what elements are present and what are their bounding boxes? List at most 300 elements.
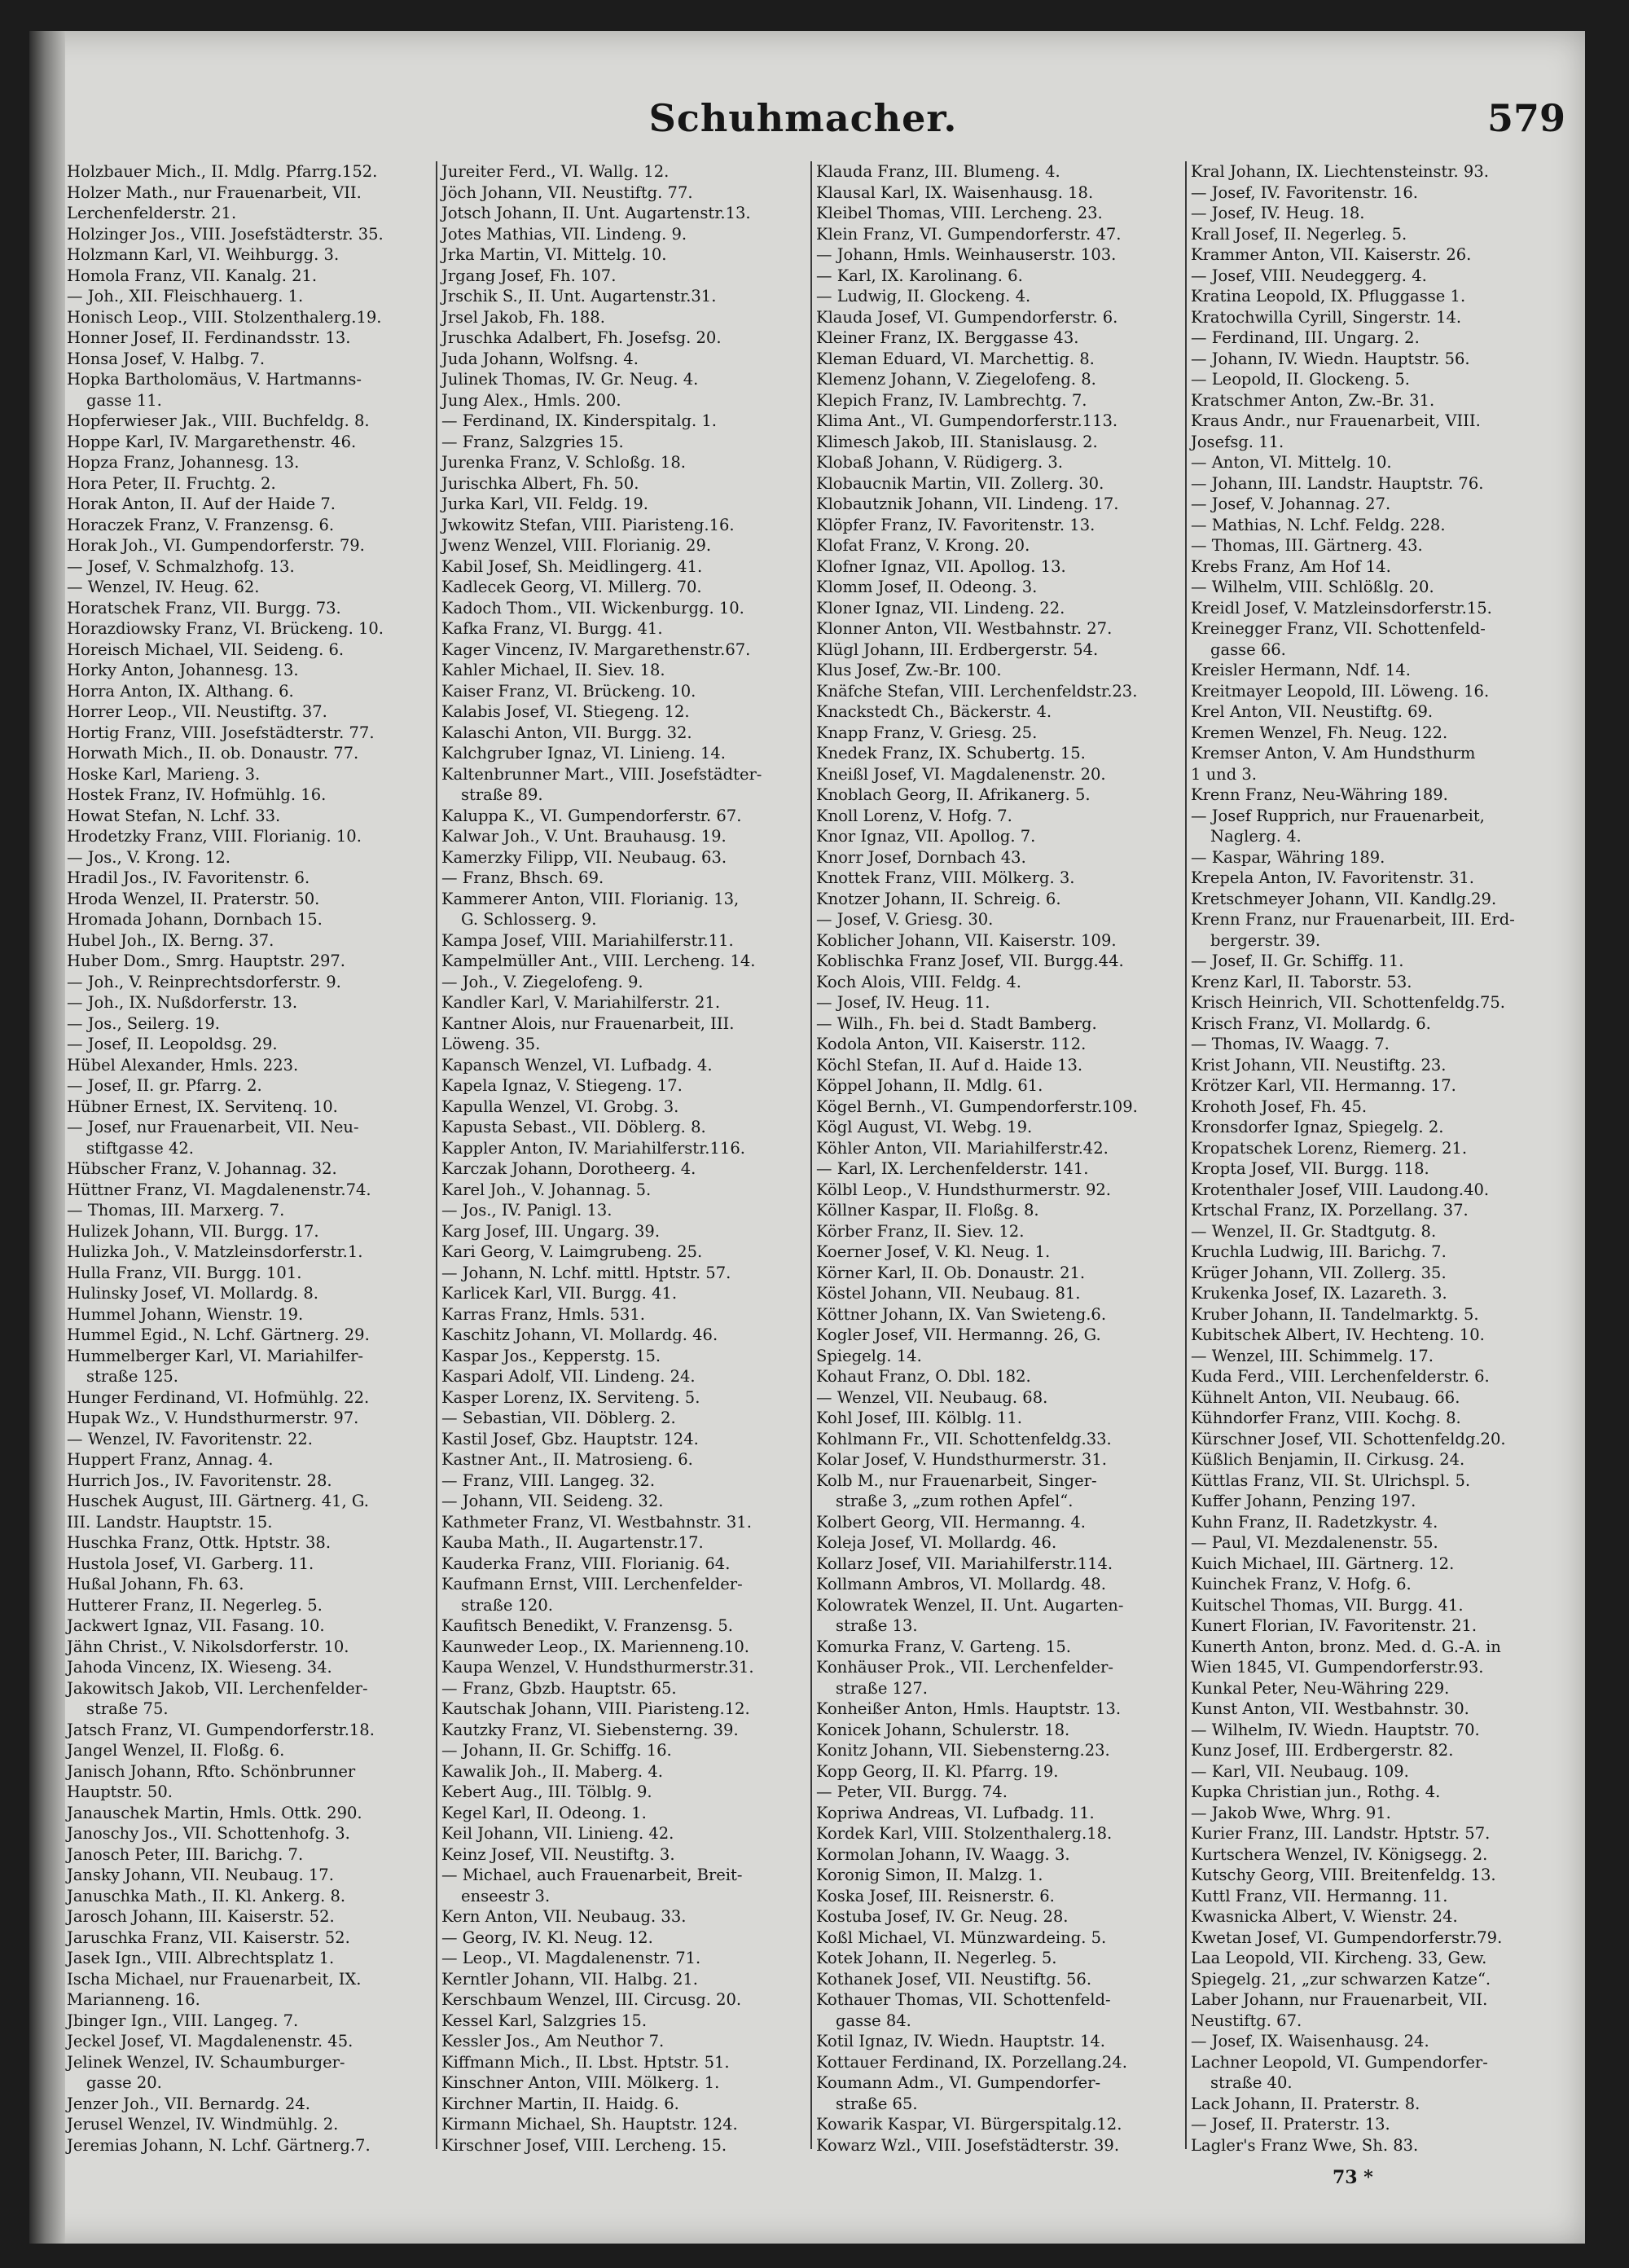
- directory-entry: Kraus Andr., nur Frauenarbeit, VIII.: [1191, 411, 1481, 430]
- directory-entry: Kaspari Adolf, VII. Lindeng. 24.: [441, 1367, 696, 1386]
- directory-entry: Horra Anton, IX. Althang. 6.: [67, 681, 294, 701]
- directory-entry: Kari Georg, V. Laimgrubeng. 25.: [441, 1242, 703, 1261]
- directory-entry: III. Landstr. Hauptstr. 15.: [67, 1512, 273, 1532]
- directory-entry: Kratschmer Anton, Zw.-Br. 31.: [1191, 390, 1435, 410]
- directory-entry: Klofat Franz, V. Krong. 20.: [816, 536, 1030, 555]
- directory-entry: Kohaut Franz, O. Dbl. 182.: [816, 1367, 1031, 1386]
- directory-entry: Kopp Georg, II. Kl. Pfarrg. 19.: [816, 1761, 1059, 1781]
- directory-entry: Kottauer Ferdinand, IX. Porzellang.24.: [816, 2052, 1127, 2072]
- directory-entry: Krohoth Josef, Fh. 45.: [1191, 1097, 1368, 1116]
- directory-entry: Köppel Johann, II. Mdlg. 61.: [816, 1076, 1043, 1095]
- directory-entry: Kager Vincenz, IV. Margarethenstr.67.: [441, 640, 751, 659]
- directory-entry: Neustiftg. 67.: [1191, 2011, 1302, 2030]
- directory-entry: Kampa Josef, VIII. Mariahilferstr.11.: [441, 930, 734, 950]
- directory-entry: Kasper Lorenz, IX. Serviteng. 5.: [441, 1387, 700, 1407]
- directory-entry: Naglerg. 4.: [1210, 827, 1302, 846]
- directory-entry: Holzbauer Mich., II. Mdlg. Pfarrg.152.: [67, 162, 378, 181]
- directory-entry: Knackstedt Ch., Bäckerstr. 4.: [816, 702, 1052, 721]
- directory-entry: — Joh., IX. Nußdorferstr. 13.: [67, 993, 298, 1012]
- directory-entry: Kawalik Joh., II. Maberg. 4.: [441, 1761, 663, 1781]
- directory-entry: Horak Joh., VI. Gumpendorferstr. 79.: [67, 536, 365, 555]
- directory-entry: Kauba Math., II. Augartenstr.17.: [441, 1533, 704, 1552]
- directory-entry: Howat Stefan, N. Lchf. 33.: [67, 806, 281, 825]
- directory-entry: Horrer Leop., VII. Neustiftg. 37.: [67, 702, 327, 721]
- directory-entry: straße 3, „zum rothen Apfel“.: [836, 1492, 1074, 1510]
- directory-entry: Kastil Josef, Gbz. Hauptstr. 124.: [441, 1429, 699, 1448]
- directory-entry: Krisch Franz, VI. Mollardg. 6.: [1191, 1013, 1431, 1033]
- directory-entry: Klobaß Johann, V. Rüdigerg. 3.: [816, 453, 1063, 472]
- directory-entry: Kühnelt Anton, VII. Neubaug. 66.: [1191, 1387, 1460, 1407]
- directory-entry: Janauschek Martin, Hmls. Ottk. 290.: [67, 1803, 362, 1822]
- directory-entry: Jotsch Johann, II. Unt. Augartenstr.13.: [441, 204, 751, 222]
- directory-entry: Laber Johann, nur Frauenarbeit, VII.: [1191, 1990, 1488, 2009]
- directory-entry: Kessel Karl, Salzgries 15.: [441, 2011, 648, 2030]
- directory-entry: Klepich Franz, IV. Lambrechtg. 7.: [816, 390, 1087, 410]
- directory-entry: Kretschmeyer Johann, VII. Kandlg.29.: [1191, 889, 1497, 908]
- directory-entry: Kantner Alois, nur Frauenarbeit, III.: [441, 1013, 735, 1033]
- directory-entry: straße 89.: [461, 785, 543, 804]
- directory-entry: bergerstr. 39.: [1210, 930, 1321, 950]
- directory-entry: — Josef, nur Frauenarbeit, VII. Neu-: [67, 1118, 359, 1136]
- directory-entry: — Franz, Salzgries 15.: [441, 432, 624, 451]
- directory-entry: Jwenz Wenzel, VIII. Florianig. 29.: [441, 536, 712, 555]
- directory-entry: Koronig Simon, II. Malzg. 1.: [816, 1866, 1043, 1884]
- directory-entry: Kampelmüller Ant., VIII. Lercheng. 14.: [441, 952, 756, 970]
- directory-entry: Hummel Egid., N. Lchf. Gärtnerg. 29.: [67, 1325, 370, 1344]
- directory-entry: Kropatschek Lorenz, Riemerg. 21.: [1191, 1138, 1468, 1158]
- directory-entry: Kaufmann Ernst, VIII. Lerchenfelder-: [441, 1575, 743, 1593]
- directory-column-4: [1189, 161, 1556, 2157]
- directory-entry: Kordek Karl, VIII. Stolzenthalerg.18.: [816, 1824, 1113, 1843]
- directory-entry: Kaunweder Leop., IX. Marienneng.10.: [441, 1637, 749, 1656]
- directory-entry: Kahler Michael, II. Siev. 18.: [441, 661, 665, 679]
- directory-entry: Kirmann Michael, Sh. Hauptstr. 124.: [441, 2115, 738, 2134]
- directory-entry: Hauptstr. 50.: [67, 1782, 173, 1801]
- directory-entry: Jähn Christ., V. Nikolsdorferstr. 10.: [67, 1637, 349, 1656]
- directory-entry: Kerntler Johann, VII. Halbg. 21.: [441, 1969, 698, 1989]
- directory-entry: Knottek Franz, VIII. Mölkerg. 3.: [816, 868, 1075, 887]
- directory-entry: Krist Johann, VII. Neustiftg. 23.: [1191, 1055, 1447, 1075]
- directory-entry: — Mathias, N. Lchf. Feldg. 228.: [1191, 515, 1446, 534]
- signature-mark: 73 *: [1333, 2167, 1373, 2188]
- directory-entry: Janosch Peter, III. Barichg. 7.: [67, 1844, 304, 1864]
- directory-entry: Kral Johann, IX. Liechtensteinstr. 93.: [1191, 162, 1489, 181]
- directory-entry: Hupak Wz., V. Hundsthurmerstr. 97.: [67, 1409, 359, 1427]
- directory-entry: Huppert Franz, Annag. 4.: [67, 1450, 274, 1469]
- directory-entry: — Ferdinand, III. Ungarg. 2.: [1191, 328, 1420, 347]
- directory-entry: Holzer Math., nur Frauenarbeit, VII.: [67, 182, 362, 202]
- directory-entry: Koleja Josef, VI. Mollardg. 46.: [816, 1533, 1057, 1552]
- directory-entry: Kotek Johann, II. Negerleg. 5.: [816, 1949, 1057, 1967]
- directory-entry: Krötzer Karl, VII. Hermanng. 17.: [1191, 1076, 1456, 1095]
- directory-entry: — Leopold, II. Glockeng. 5.: [1191, 370, 1410, 389]
- directory-entry: Hunger Ferdinand, VI. Hofmühlg. 22.: [67, 1387, 370, 1407]
- directory-entry: Kaiser Franz, VI. Brückeng. 10.: [441, 681, 696, 701]
- directory-entry: Kratochwilla Cyrill, Singerstr. 14.: [1191, 307, 1462, 327]
- directory-entry: Hübel Alexander, Hmls. 223.: [67, 1055, 299, 1075]
- directory-entry: Julinek Thomas, IV. Gr. Neug. 4.: [441, 370, 699, 389]
- column-divider: [810, 161, 812, 2149]
- directory-entry: Huschek August, III. Gärtnerg. 41, G.: [67, 1492, 369, 1510]
- directory-entry: Krukenka Josef, IX. Lazareth. 3.: [1191, 1284, 1447, 1303]
- directory-entry: Löweng. 35.: [441, 1035, 541, 1053]
- directory-entry: Klonner Anton, VII. Westbahnstr. 27.: [816, 619, 1113, 638]
- directory-entry: — Josef, V. Johannag. 27.: [1191, 494, 1391, 513]
- directory-entry: — Franz, VIII. Langeg. 32.: [441, 1470, 656, 1490]
- directory-entry: Hopferwieser Jak., VIII. Buchfeldg. 8.: [67, 411, 370, 430]
- directory-entry: Kunst Anton, VII. Westbahnstr. 30.: [1191, 1699, 1469, 1718]
- directory-entry: Kegel Karl, II. Odeong. 1.: [441, 1803, 647, 1822]
- directory-entry: Kleibel Thomas, VIII. Lercheng. 23.: [816, 204, 1103, 222]
- directory-entry: [814, 2156, 1181, 2157]
- directory-entry: Knoblach Georg, II. Afrikanerg. 5.: [816, 785, 1091, 804]
- directory-entry: Jotes Mathias, VII. Lindeng. 9.: [441, 224, 687, 244]
- directory-entry: Jeremias Johann, N. Lchf. Gärtnerg.7.: [67, 2135, 371, 2155]
- directory-entry: — Georg, IV. Kl. Neug. 12.: [441, 1927, 653, 1947]
- directory-entry: Horazdiowsky Franz, VI. Brückeng. 10.: [67, 619, 384, 638]
- directory-entry: Knäfche Stefan, VIII. Lerchenfeldstr.23.: [816, 681, 1138, 701]
- directory-entry: — Josef, V. Griesg. 30.: [816, 910, 994, 929]
- directory-entry: Laa Leopold, VII. Kircheng. 33, Gew.: [1191, 1949, 1487, 1967]
- directory-entry: Kowarik Kaspar, VI. Bürgerspitalg.12.: [816, 2115, 1122, 2134]
- directory-entry: — Johann, N. Lchf. mittl. Hptstr. 57.: [441, 1263, 731, 1282]
- directory-entry: [1189, 2156, 1556, 2157]
- directory-entry: — Wilhelm, IV. Wiedn. Hauptstr. 70.: [1191, 1720, 1480, 1739]
- directory-entry: Knedek Franz, IX. Schubertg. 15.: [816, 744, 1086, 763]
- directory-entry: Horeisch Michael, VII. Seideng. 6.: [67, 640, 345, 659]
- directory-entry: — Anton, VI. Mittelg. 10.: [1191, 453, 1392, 472]
- directory-entry: — Karl, VII. Neubaug. 109.: [1191, 1761, 1409, 1781]
- directory-entry: Kapela Ignaz, V. Stiegeng. 17.: [441, 1076, 683, 1095]
- directory-entry: Wien 1845, VI. Gumpendorferstr.93.: [1191, 1658, 1484, 1677]
- directory-entry: Kurtschera Wenzel, IV. Königsegg. 2.: [1191, 1844, 1488, 1864]
- directory-entry: Kautschak Johann, VIII. Piaristeng.12.: [441, 1699, 750, 1718]
- directory-entry: Horaczek Franz, V. Franzensg. 6.: [67, 515, 335, 534]
- directory-entry: Hoske Karl, Marieng. 3.: [67, 764, 261, 784]
- directory-entry: Klima Ant., VI. Gumpendorferstr.113.: [816, 411, 1118, 430]
- directory-entry: Kollmann Ambros, VI. Mollardg. 48.: [816, 1575, 1106, 1593]
- directory-entry: Koumann Adm., VI. Gumpendorfer-: [816, 2073, 1101, 2092]
- directory-entry: Klobaucnik Martin, VII. Zollerg. 30.: [816, 473, 1104, 493]
- directory-entry: Kostuba Josef, IV. Gr. Neug. 28.: [816, 1907, 1069, 1926]
- directory-entry: Kremser Anton, V. Am Hundsthurm: [1191, 744, 1476, 763]
- directory-entry: Kwasnicka Albert, V. Wienstr. 24.: [1191, 1907, 1458, 1926]
- directory-entry: Kothauer Thomas, VII. Schottenfeld-: [816, 1990, 1111, 2009]
- directory-entry: — Josef, II. gr. Pfarrg. 2.: [67, 1076, 262, 1095]
- directory-entry: Hulizek Johann, VII. Burgg. 17.: [67, 1221, 319, 1241]
- directory-entry: — Wilh., Fh. bei d. Stadt Bamberg.: [816, 1013, 1097, 1033]
- directory-entry: Kinschner Anton, VIII. Mölkerg. 1.: [441, 2073, 720, 2092]
- directory-entry: Karras Franz, Hmls. 531.: [441, 1304, 645, 1324]
- directory-entry: Koblicher Johann, VII. Kaiserstr. 109.: [816, 930, 1117, 950]
- directory-entry: — Thomas, III. Marxerg. 7.: [67, 1201, 285, 1220]
- directory-entry: — Karl, IX. Lerchenfelderstr. 141.: [816, 1159, 1089, 1178]
- directory-entry: Kiffmann Mich., II. Lbst. Hptstr. 51.: [441, 2052, 730, 2072]
- directory-entry: Hromada Johann, Dornbach 15.: [67, 910, 323, 929]
- directory-entry: Kneißl Josef, VI. Magdalenenstr. 20.: [816, 764, 1106, 784]
- directory-entry: Huschka Franz, Ottk. Hptstr. 38.: [67, 1533, 332, 1552]
- directory-entry: — Karl, IX. Karolinang. 6.: [816, 266, 1023, 285]
- directory-entry: Kronsdorfer Ignaz, Spiegelg. 2.: [1191, 1118, 1444, 1136]
- directory-entry: Knoll Lorenz, V. Hofg. 7.: [816, 806, 1012, 825]
- directory-entry: Jwkowitz Stefan, VIII. Piaristeng.16.: [441, 515, 735, 534]
- directory-entry: Hubel Joh., IX. Berng. 37.: [67, 930, 274, 950]
- directory-entry: 1 und 3.: [1191, 764, 1258, 784]
- directory-column-1: [65, 161, 432, 2157]
- directory-entry: Kuffer Johann, Penzing 197.: [1191, 1492, 1416, 1510]
- directory-entry: Kolbert Georg, VII. Hermanng. 4.: [816, 1512, 1086, 1532]
- directory-entry: Hußal Johann, Fh. 63.: [67, 1575, 244, 1593]
- directory-entry: [65, 2156, 432, 2157]
- directory-entry: Kunert Florian, IV. Favoritenstr. 21.: [1191, 1616, 1478, 1635]
- directory-entry: Kandler Karl, V. Mariahilferstr. 21.: [441, 993, 721, 1012]
- directory-entry: Kirschner Josef, VIII. Lercheng. 15.: [441, 2135, 727, 2155]
- directory-entry: Krenn Franz, nur Frauenarbeit, III. Erd-: [1191, 910, 1515, 929]
- directory-entry: Kebert Aug., III. Tölblg. 9.: [441, 1782, 652, 1801]
- directory-entry: [440, 2156, 806, 2157]
- directory-entry: Kappler Anton, IV. Mariahilferstr.116.: [441, 1138, 745, 1158]
- directory-entry: Jenzer Joh., VII. Bernardg. 24.: [67, 2094, 310, 2113]
- directory-entry: Kaspar Jos., Kepperstg. 15.: [441, 1346, 661, 1365]
- directory-entry: Kwetan Josef, VI. Gumpendorferstr.79.: [1191, 1927, 1503, 1947]
- directory-entry: Körner Karl, II. Ob. Donaustr. 21.: [816, 1263, 1086, 1282]
- directory-entry: — Jos., Seilerg. 19.: [67, 1013, 220, 1033]
- directory-entry: Krenz Karl, II. Taborstr. 53.: [1191, 972, 1412, 991]
- directory-entry: Krisch Heinrich, VII. Schottenfeldg.75.: [1191, 993, 1505, 1012]
- directory-entry: Konitz Johann, VII. Siebensterng.23.: [816, 1741, 1110, 1760]
- directory-entry: Klus Josef, Zw.-Br. 100.: [816, 661, 1002, 679]
- directory-entry: Krel Anton, VII. Neustiftg. 69.: [1191, 702, 1434, 721]
- directory-entry: Kuhn Franz, II. Radetzkystr. 4.: [1191, 1512, 1438, 1532]
- directory-entry: Holzmann Karl, VI. Weihburgg. 3.: [67, 245, 340, 264]
- directory-entry: Kafka Franz, VI. Burgg. 41.: [441, 619, 663, 638]
- directory-entry: Homola Franz, VII. Kanalg. 21.: [67, 266, 318, 285]
- directory-entry: Kormolan Johann, IV. Waagg. 3.: [816, 1844, 1070, 1864]
- directory-entry: Kögel Bernh., VI. Gumpendorferstr.109.: [816, 1097, 1138, 1116]
- directory-entry: — Thomas, IV. Waagg. 7.: [1191, 1035, 1390, 1053]
- directory-entry: Lerchenfelderstr. 21.: [67, 204, 237, 222]
- directory-entry: stiftgasse 42.: [86, 1138, 195, 1158]
- directory-entry: Jrsel Jakob, Fh. 188.: [441, 307, 605, 327]
- directory-entry: — Sebastian, VII. Döblerg. 2.: [441, 1409, 676, 1427]
- directory-entry: Köllner Kaspar, II. Floßg. 8.: [816, 1201, 1039, 1220]
- directory-entry: straße 125.: [86, 1367, 178, 1386]
- directory-entry: Krüger Johann, VII. Zollerg. 35.: [1191, 1263, 1447, 1282]
- directory-entry: Kollarz Josef, VII. Mariahilferstr.114.: [816, 1554, 1113, 1573]
- directory-entry: straße 13.: [836, 1616, 918, 1635]
- directory-entry: Jahoda Vincenz, IX. Wieseng. 34.: [67, 1658, 332, 1677]
- directory-entry: straße 65.: [836, 2094, 918, 2113]
- directory-entry: Janoschy Jos., VII. Schottenhofg. 3.: [67, 1824, 350, 1843]
- directory-entry: Kaltenbrunner Mart., VIII. Josefstädter-: [441, 764, 762, 784]
- directory-entry: — Johann, Hmls. Weinhauserstr. 103.: [816, 245, 1117, 264]
- directory-entry: Kropta Josef, VII. Burgg. 118.: [1191, 1159, 1429, 1178]
- directory-entry: Kathmeter Franz, VI. Westbahnstr. 31.: [441, 1512, 752, 1532]
- directory-entry: straße 75.: [86, 1699, 169, 1718]
- directory-entry: Kalaschi Anton, VII. Burgg. 32.: [441, 723, 692, 742]
- directory-entry: Kuda Ferd., VIII. Lerchenfelderstr. 6.: [1191, 1367, 1490, 1386]
- directory-entry: — Josef, II. Praterstr. 13.: [1191, 2115, 1390, 2134]
- directory-entry: gasse 66.: [1210, 640, 1286, 659]
- directory-entry: Klausal Karl, IX. Waisenhausg. 18.: [816, 182, 1094, 202]
- directory-entry: Horak Anton, II. Auf der Haide 7.: [67, 494, 336, 513]
- directory-entry: Klemenz Johann, V. Ziegelofeng. 8.: [816, 370, 1096, 389]
- directory-entry: Jbinger Ign., VIII. Langeg. 7.: [67, 2011, 299, 2030]
- directory-entry: Kremen Wenzel, Fh. Neug. 122.: [1191, 723, 1448, 742]
- directory-entry: Kalwar Joh., V. Unt. Brauhausg. 19.: [441, 827, 727, 846]
- directory-entry: Janisch Johann, Rfto. Schönbrunner: [67, 1761, 356, 1781]
- directory-entry: Kratina Leopold, IX. Pfluggasse 1.: [1191, 287, 1466, 305]
- directory-entry: Klofner Ignaz, VII. Apollog. 13.: [816, 556, 1066, 576]
- directory-entry: Klimesch Jakob, III. Stanislausg. 2.: [816, 432, 1098, 451]
- directory-entry: Jangel Wenzel, II. Floßg. 6.: [67, 1741, 285, 1760]
- directory-entry: Knapp Franz, V. Griesg. 25.: [816, 723, 1038, 742]
- directory-entry: — Joh., V. Ziegelofeng. 9.: [441, 972, 643, 991]
- directory-entry: Kerschbaum Wenzel, III. Circusg. 20.: [441, 1990, 742, 2009]
- directory-entry: Hummelberger Karl, VI. Mariahilfer-: [67, 1346, 364, 1365]
- directory-entry: Kohlmann Fr., VII. Schottenfeldg.33.: [816, 1429, 1112, 1448]
- directory-entry: Kessler Jos., Am Neuthor 7.: [441, 2032, 665, 2050]
- directory-entry: Kolar Josef, V. Hundsthurmerstr. 31.: [816, 1450, 1107, 1469]
- column-divider: [1185, 161, 1187, 2149]
- directory-entry: — Joh., XII. Fleischhauerg. 1.: [67, 287, 304, 305]
- directory-entry: gasse 11.: [86, 390, 162, 410]
- directory-entry: Hutterer Franz, II. Negerleg. 5.: [67, 1595, 323, 1615]
- directory-entry: Kuinchek Franz, V. Hofg. 6.: [1191, 1575, 1412, 1593]
- directory-entry: Jaruschka Franz, VII. Kaiserstr. 52.: [67, 1927, 350, 1947]
- directory-entry: Jurischka Albert, Fh. 50.: [441, 473, 639, 493]
- directory-entry: Koßl Michael, VI. Münzwardeing. 5.: [816, 1927, 1107, 1947]
- directory-entry: — Thomas, III. Gärtnerg. 43.: [1191, 536, 1423, 555]
- directory-entry: Köttner Johann, IX. Van Swieteng.6.: [816, 1304, 1107, 1324]
- book-spine-shadow: [29, 31, 65, 2244]
- directory-entry: — Wenzel, VII. Neubaug. 68.: [816, 1387, 1048, 1407]
- directory-entry: Kabil Josef, Sh. Meidlingerg. 41.: [441, 556, 703, 576]
- directory-entry: Karel Joh., V. Johannag. 5.: [441, 1180, 652, 1199]
- directory-entry: — Josef, V. Schmalzhofg. 13.: [67, 556, 295, 576]
- directory-entry: Krenn Franz, Neu-Währing 189.: [1191, 785, 1448, 804]
- directory-entry: — Paul, VI. Mezdalenenstr. 55.: [1191, 1533, 1438, 1552]
- directory-entry: Kruber Johann, II. Tandelmarktg. 5.: [1191, 1304, 1479, 1324]
- directory-entry: straße 120.: [461, 1595, 553, 1615]
- directory-entry: Hüttner Franz, VI. Magdalenenstr.74.: [67, 1180, 371, 1199]
- directory-entry: Jackwert Ignaz, VII. Fasang. 10.: [67, 1616, 325, 1635]
- directory-entry: Hora Peter, II. Fruchtg. 2.: [67, 473, 276, 493]
- directory-entry: Köchl Stefan, II. Auf d. Haide 13.: [816, 1055, 1083, 1075]
- directory-entry: Kupka Christian jun., Rothg. 4.: [1191, 1782, 1441, 1801]
- directory-entry: — Wilhelm, VIII. Schlößlg. 20.: [1191, 578, 1434, 596]
- directory-entry: — Josef, IV. Heug. 11.: [816, 993, 990, 1012]
- directory-entry: Hroda Wenzel, II. Praterstr. 50.: [67, 889, 320, 908]
- directory-entry: Kögl August, VI. Webg. 19.: [816, 1118, 1033, 1136]
- directory-entry: gasse 84.: [836, 2011, 911, 2030]
- directory-entry: Hübner Ernest, IX. Servitenq. 10.: [67, 1097, 338, 1116]
- directory-entry: — Peter, VII. Burgg. 74.: [816, 1782, 1008, 1801]
- directory-entry: Konicek Johann, Schulerstr. 18.: [816, 1720, 1070, 1739]
- directory-column-3: [814, 161, 1181, 2157]
- directory-entry: — Leop., VI. Magdalenenstr. 71.: [441, 1949, 701, 1967]
- directory-entry: Januschka Math., II. Kl. Ankerg. 8.: [67, 1886, 346, 1905]
- directory-entry: Kastner Ant., II. Matrosieng. 6.: [441, 1450, 693, 1469]
- directory-entry: Krepela Anton, IV. Favoritenstr. 31.: [1191, 868, 1474, 887]
- directory-entry: Jrgang Josef, Fh. 107.: [441, 266, 617, 285]
- directory-entry: Hortig Franz, VIII. Josefstädterstr. 77.: [67, 723, 375, 742]
- directory-entry: Knor Ignaz, VII. Apollog. 7.: [816, 827, 1036, 846]
- directory-entry: Jasek Ign., VIII. Albrechtsplatz 1.: [67, 1949, 335, 1967]
- directory-entry: Krall Josef, II. Negerleg. 5.: [1191, 224, 1407, 244]
- directory-entry: Karczak Johann, Dorotheerg. 4.: [441, 1159, 696, 1178]
- directory-entry: Kuich Michael, III. Gärtnerg. 12.: [1191, 1554, 1455, 1573]
- directory-entry: Jrka Martin, VI. Mittelg. 10.: [441, 245, 667, 264]
- directory-entry: Jureiter Ferd., VI. Wallg. 12.: [441, 162, 670, 181]
- directory-entry: Kautzky Franz, VI. Siebensterng. 39.: [441, 1720, 739, 1739]
- directory-entry: Kadlecek Georg, VI. Millerg. 70.: [441, 578, 702, 596]
- directory-entry: Spiegelg. 14.: [816, 1346, 922, 1365]
- directory-entry: Hopza Franz, Johannesg. 13.: [67, 453, 300, 472]
- directory-entry: Huber Dom., Smrg. Hauptstr. 297.: [67, 952, 345, 970]
- directory-entry: Kreitmayer Leopold, III. Löweng. 16.: [1191, 681, 1490, 701]
- directory-entry: — Kaspar, Währing 189.: [1191, 847, 1385, 867]
- directory-entry: Kothanek Josef, VII. Neustiftg. 56.: [816, 1969, 1092, 1989]
- directory-entry: Klomm Josef, II. Odeong. 3.: [816, 578, 1038, 596]
- column-divider: [436, 161, 437, 2149]
- directory-entry: Hummel Johann, Wienstr. 19.: [67, 1304, 304, 1324]
- directory-entry: — Jos., V. Krong. 12.: [67, 847, 231, 867]
- directory-entry: Jöch Johann, VII. Neustiftg. 77.: [441, 182, 693, 202]
- directory-entry: — Wenzel, II. Gr. Stadtgutg. 8.: [1191, 1221, 1437, 1241]
- directory-entry: Horatschek Franz, VII. Burgg. 73.: [67, 598, 341, 618]
- directory-entry: Juda Johann, Wolfsng. 4.: [441, 349, 639, 368]
- directory-entry: Klobautznik Johann, VII. Lindeng. 17.: [816, 494, 1119, 513]
- directory-entry: Hrodetzky Franz, VIII. Florianig. 10.: [67, 827, 362, 846]
- directory-entry: — Josef Rupprich, nur Frauenarbeit,: [1191, 806, 1485, 825]
- directory-entry: Krebs Franz, Am Hof 14.: [1191, 556, 1391, 576]
- directory-entry: — Johann, IV. Wiedn. Hauptstr. 56.: [1191, 349, 1470, 368]
- directory-entry: Jelinek Wenzel, IV. Schaumburger-: [67, 2052, 345, 2072]
- directory-entry: Hulla Franz, VII. Burgg. 101.: [67, 1263, 302, 1282]
- directory-entry: Kunkal Peter, Neu-Währing 229.: [1191, 1678, 1450, 1698]
- directory-page: [29, 31, 1585, 2244]
- directory-entry: — Jos., IV. Panigl. 13.: [441, 1201, 613, 1220]
- directory-entry: Honner Josef, II. Ferdinandsstr. 13.: [67, 328, 351, 347]
- directory-entry: Hulinsky Josef, VI. Mollardg. 8.: [67, 1284, 318, 1303]
- directory-entry: Kauderka Franz, VIII. Florianig. 64.: [441, 1554, 731, 1573]
- directory-entry: — Michael, auch Frauenarbeit, Breit-: [441, 1866, 743, 1884]
- directory-entry: Kirchner Martin, II. Haidg. 6.: [441, 2094, 679, 2113]
- directory-entry: — Josef, IX. Waisenhausg. 24.: [1191, 2032, 1429, 2050]
- directory-entry: Kreinegger Franz, VII. Schottenfeld-: [1191, 619, 1486, 638]
- directory-entry: Jakowitsch Jakob, VII. Lerchenfelder-: [67, 1678, 368, 1698]
- directory-entry: Hostek Franz, IV. Hofmühlg. 16.: [67, 785, 327, 804]
- directory-entry: — Wenzel, IV. Heug. 62.: [67, 578, 260, 596]
- directory-entry: Kowarz Wzl., VIII. Josefstädterstr. 39.: [816, 2135, 1120, 2155]
- directory-entry: Knotzer Johann, II. Schreig. 6.: [816, 889, 1061, 908]
- directory-columns: [65, 161, 1556, 2157]
- directory-entry: — Jakob Wwe, Whrg. 91.: [1191, 1803, 1391, 1822]
- directory-entry: Klöpfer Franz, IV. Favoritenstr. 13.: [816, 515, 1096, 534]
- directory-entry: Konheißer Anton, Hmls. Hauptstr. 13.: [816, 1699, 1122, 1718]
- directory-entry: Jatsch Franz, VI. Gumpendorferstr.18.: [67, 1720, 375, 1739]
- directory-entry: Hoppe Karl, IV. Margarethenstr. 46.: [67, 432, 357, 451]
- directory-entry: Jarosch Johann, III. Kaiserstr. 52.: [67, 1907, 335, 1926]
- directory-entry: Köhler Anton, VII. Mariahilferstr.42.: [816, 1138, 1109, 1158]
- directory-entry: Honsa Josef, V. Halbg. 7.: [67, 349, 266, 368]
- directory-entry: — Ludwig, II. Glockeng. 4.: [816, 287, 1031, 305]
- directory-entry: Klauda Josef, VI. Gumpendorferstr. 6.: [816, 307, 1118, 327]
- directory-entry: Klauda Franz, III. Blumeng. 4.: [816, 162, 1060, 181]
- directory-entry: Knorr Josef, Dornbach 43.: [816, 847, 1026, 867]
- directory-entry: — Josef, II. Leopoldsg. 29.: [67, 1035, 278, 1053]
